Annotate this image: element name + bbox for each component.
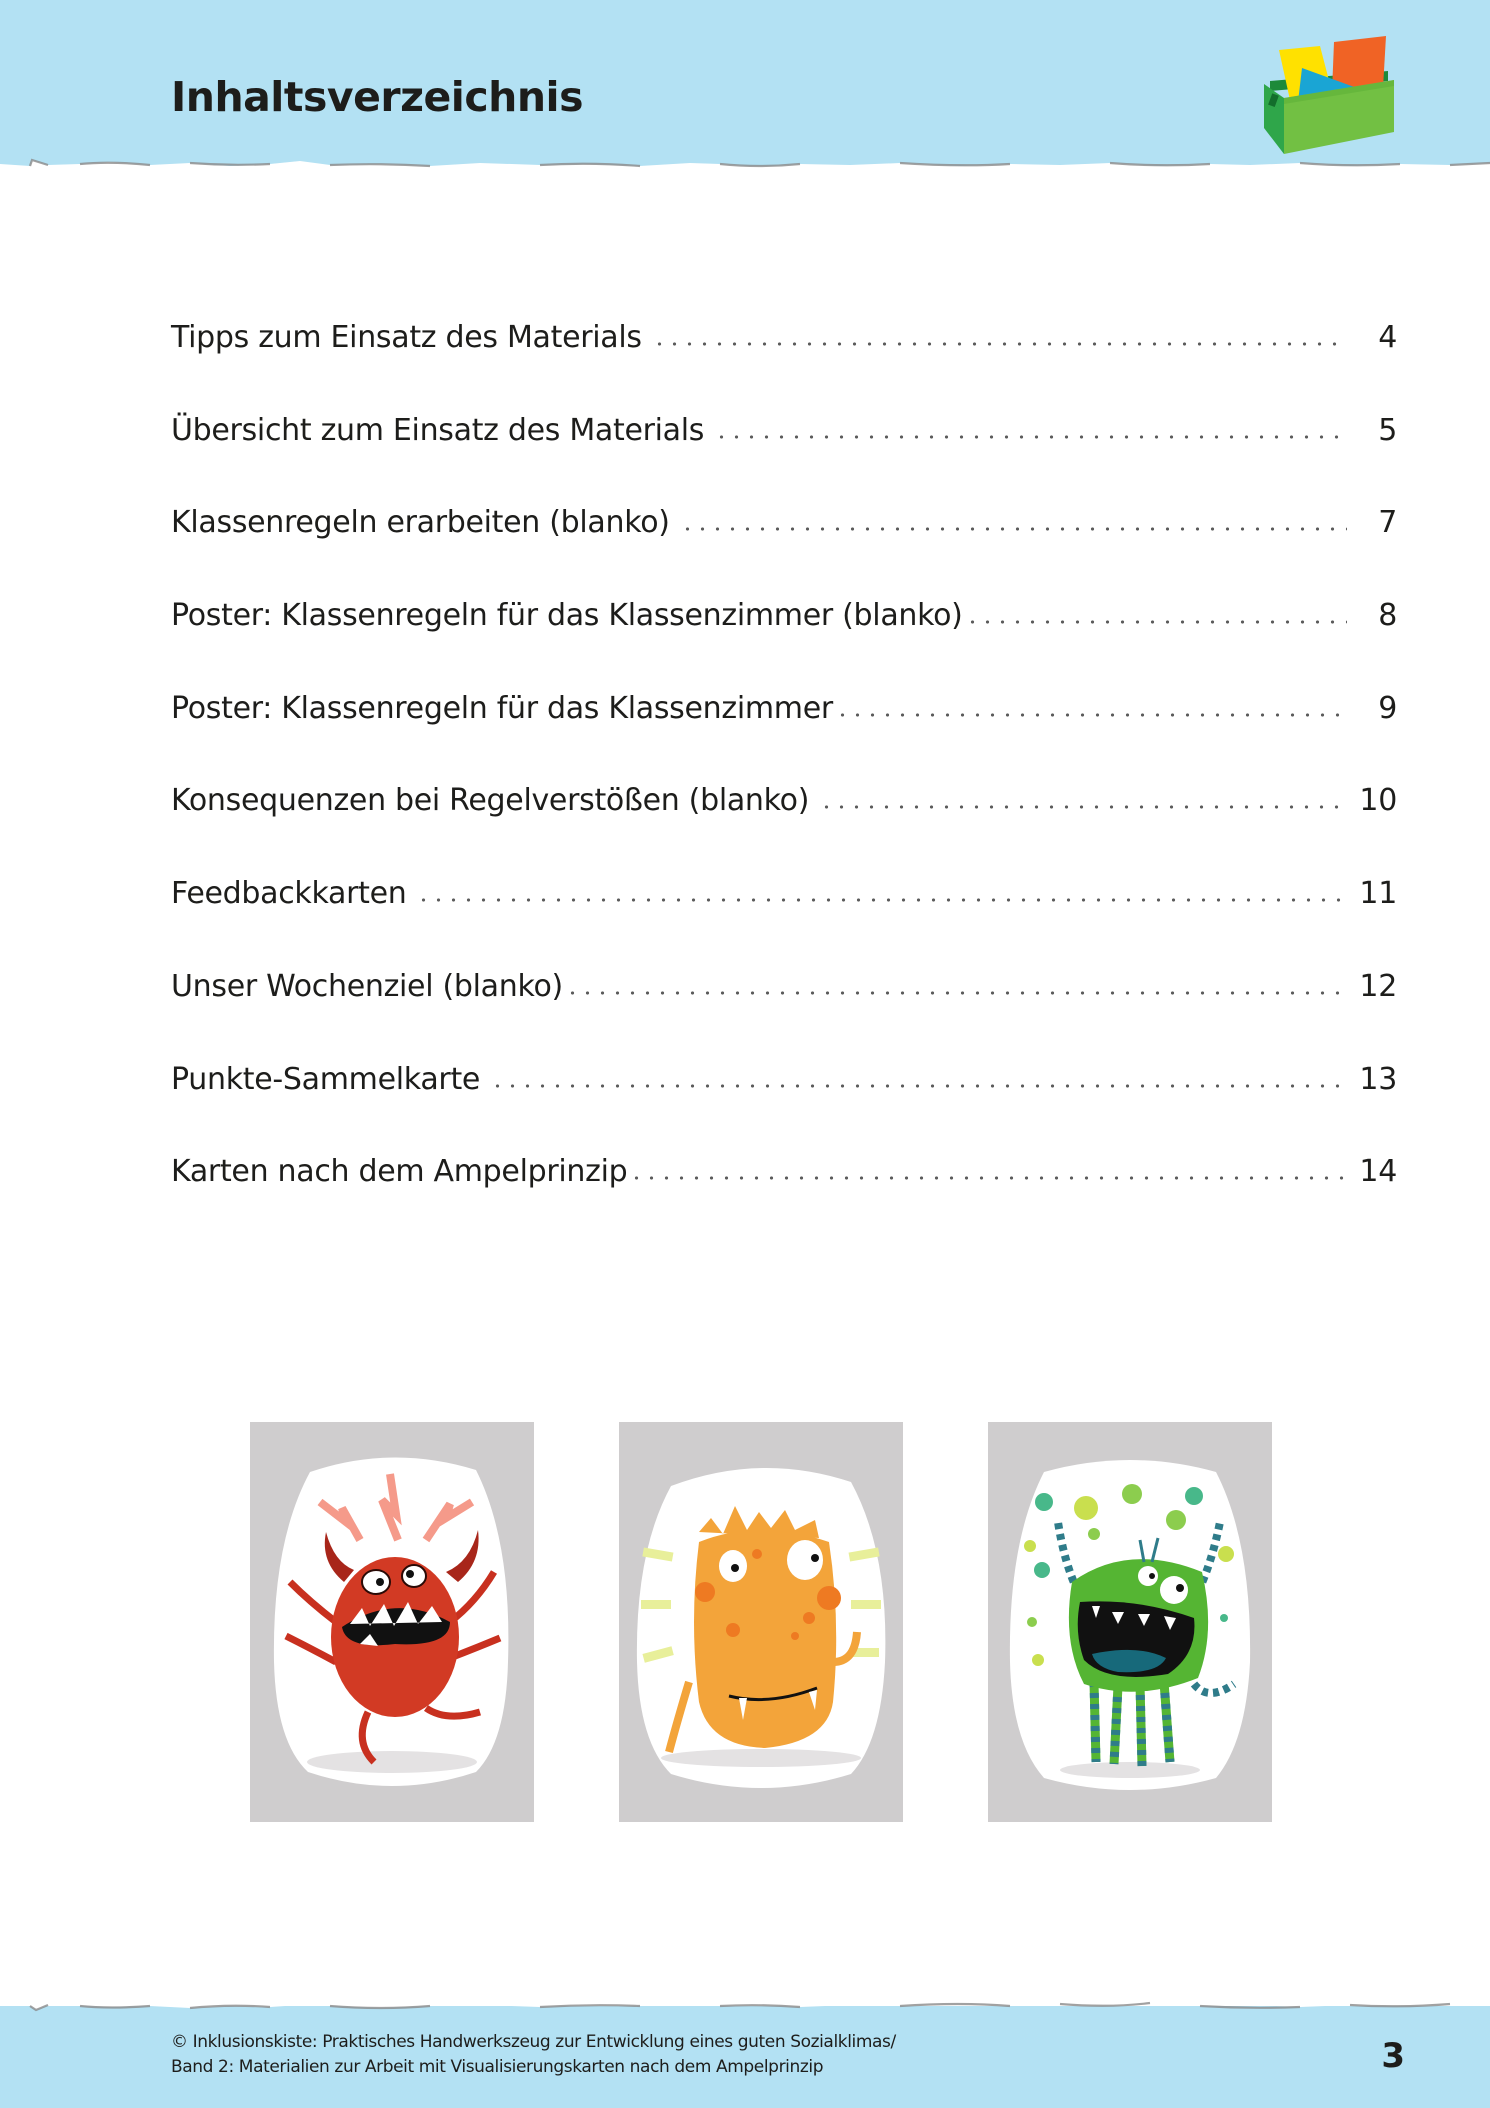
toc-entry-page: 13 bbox=[1359, 1061, 1397, 1097]
dot-leader bbox=[835, 713, 1347, 717]
toc-entry-konsequenzen[interactable] bbox=[171, 781, 1397, 874]
toc-entry-feedbackkarten[interactable] bbox=[171, 874, 1397, 967]
box-with-cards-icon bbox=[1262, 36, 1402, 154]
dot-leader bbox=[680, 527, 1347, 531]
dot-leader bbox=[714, 435, 1347, 439]
toc-entry-page: 5 bbox=[1378, 412, 1397, 448]
toc-entry-page: 4 bbox=[1378, 320, 1397, 355]
header-torn-edge bbox=[0, 158, 1490, 172]
dot-leader bbox=[652, 342, 1347, 346]
table-of-contents bbox=[171, 318, 1397, 1245]
toc-entry-klassenregeln-erarbeiten[interactable] bbox=[171, 503, 1397, 596]
toc-entry-label: Konsequenzen bei Regelverstößen (blanko) bbox=[171, 783, 810, 819]
dot-leader bbox=[565, 991, 1347, 995]
toc-entry-label: Klassenregeln erarbeiten (blanko) bbox=[171, 505, 670, 541]
toc-entry-label: Übersicht zum Einsatz des Materials bbox=[171, 412, 705, 448]
toc-entry-label: Feedbackkarten bbox=[171, 876, 407, 912]
happy-green-monster-illustration bbox=[988, 1422, 1272, 1822]
toc-entry-page: 9 bbox=[1378, 690, 1397, 726]
toc-entry-ampelprinzip[interactable] bbox=[171, 1152, 1397, 1245]
page-title: Inhaltsverzeichnis bbox=[171, 73, 583, 121]
toc-entry-label: Unser Wochenziel (blanko) bbox=[171, 968, 563, 1004]
toc-entry-poster-blanko[interactable] bbox=[171, 596, 1397, 689]
toc-entry-page: 7 bbox=[1378, 505, 1397, 541]
toc-entry-page: 14 bbox=[1359, 1154, 1397, 1190]
footer-torn-edge bbox=[0, 1998, 1490, 2012]
dot-leader bbox=[629, 1176, 1347, 1180]
toc-entry-uebersicht[interactable] bbox=[171, 411, 1397, 504]
dot-leader bbox=[819, 805, 1347, 809]
toc-entry-page: 11 bbox=[1359, 876, 1397, 912]
dot-leader bbox=[965, 620, 1347, 624]
toc-entry-punkte-sammelkarte[interactable] bbox=[171, 1060, 1397, 1153]
toc-entry-label: Poster: Klassenregeln für das Klassenzimmer (blanko) bbox=[171, 598, 963, 634]
toc-entry-label: Poster: Klassenregeln für das Klassenzimmer bbox=[171, 690, 833, 726]
dot-leader bbox=[490, 1084, 1347, 1088]
toc-entry-page: 10 bbox=[1359, 783, 1397, 819]
footer-line-1: © Inklusionskiste: Praktisches Handwerkszeug zur Entwicklung eines guten Sozialklimas/ bbox=[171, 2032, 896, 2052]
happy-green-monster-card bbox=[988, 1422, 1272, 1822]
toc-entry-page: 12 bbox=[1359, 968, 1397, 1004]
footer-line-2: Band 2: Materialien zur Arbeit mit Visualisierungskarten nach dem Ampelprinzip bbox=[171, 2057, 824, 2077]
footer-copyright bbox=[171, 2030, 896, 2080]
toc-entry-page: 8 bbox=[1378, 598, 1397, 634]
page-number: 3 bbox=[1381, 2036, 1405, 2076]
toc-entry-label: Karten nach dem Ampelprinzip bbox=[171, 1154, 628, 1190]
angry-red-monster-illustration bbox=[250, 1422, 534, 1822]
toc-entry-poster[interactable] bbox=[171, 689, 1397, 782]
dot-leader bbox=[416, 898, 1347, 902]
angry-red-monster-card bbox=[250, 1422, 534, 1822]
calm-orange-monster-illustration bbox=[619, 1422, 903, 1822]
toc-entry-label: Punkte-Sammelkarte bbox=[171, 1061, 481, 1097]
toc-entry-label: Tipps zum Einsatz des Materials bbox=[171, 320, 642, 355]
toc-entry-wochenziel[interactable] bbox=[171, 967, 1397, 1060]
toc-entry-tipps[interactable] bbox=[171, 318, 1397, 411]
calm-orange-monster-card bbox=[619, 1422, 903, 1822]
